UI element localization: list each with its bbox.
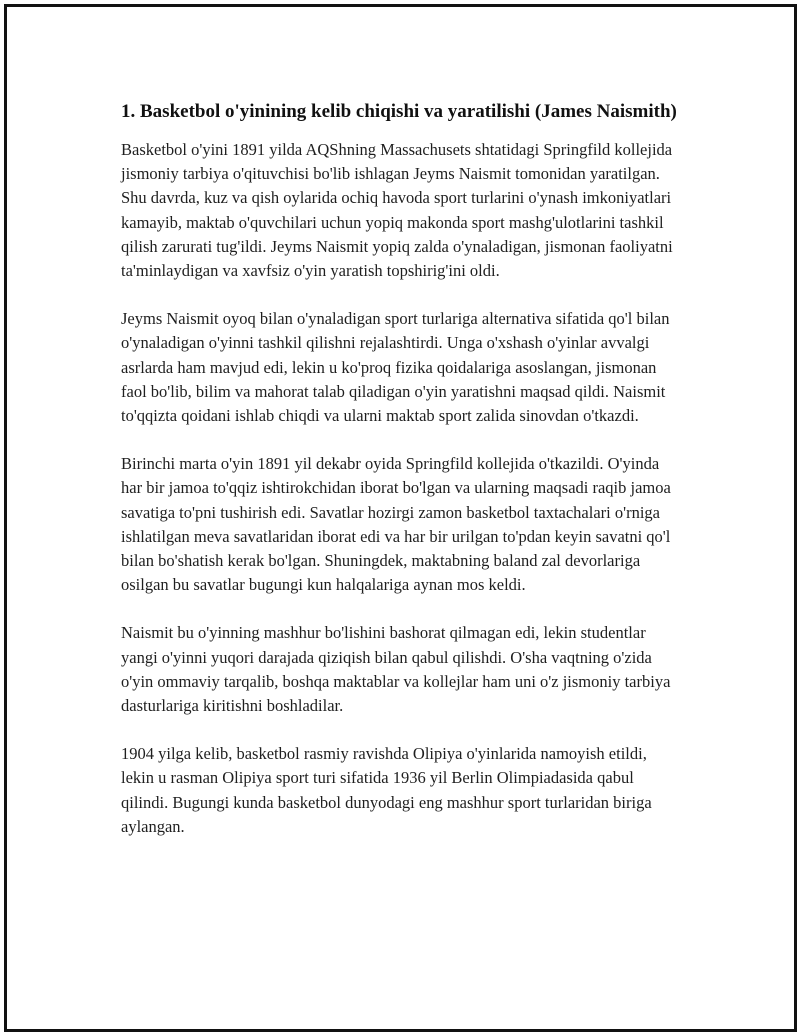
paragraph-first-game: Birinchi marta o'yin 1891 yil dekabr oyida Springfild kollejida o'tkazildi. O'yinda har bir jamoa to'qqiz ishtirokchidan iborat bo'lgan va ularning maqsadi raqib jamoa savatiga to'pni tushirish edi. Savatlar hozirgi zamon basketbol taxtachalari o'rniga ishlatilgan meva savatlaridan iborat edi va har bir urilgan to'pdan keyin savatni qo'l bilan bo'shatish kerak bo'lgan. Shuningdek, maktabning baland zal devorlariga osilgan bu savatlar bugungi kun halqalariga aynan mos keldi. <box>121 454 671 595</box>
paragraph-rules: Jeyms Naismit oyoq bilan o'ynaladigan sport turlariga alternativa sifatida qo'l bilan o'ynaladigan o'yinni tashkil qilishni rejalashtirdi. Unga o'xshash o'yinlar avvalgi asrlarda ham mavjud edi, lekin u ko'proq fizika qoidalariga asoslangan, jismonan faol bo'lib, bilim va mahorat talab qiladigan o'yin yaratishni maqsad qildi. Naismit to'qqizta qoidani ishlab chiqdi va ularni maktab sport zalida sinovdan o'tkazdi. <box>121 309 670 426</box>
paragraph-olympics: 1904 yilga kelib, basketbol rasmiy ravishda Olipiya o'yinlarida namoyish etildi, lekin u rasman Olipiya sport turi sifatida 1936 yil Berlin Olimpiadasida qabul qilindi. Bugungi kunda basketbol dunyodagi eng mashhur sport turlaridan biriga aylangan. <box>121 744 652 836</box>
paragraph-popularity: Naismit bu o'yinning mashhur bo'lishini bashorat qilmagan edi, lekin studentlar yangi o'yinni yuqori darajada qiziqish bilan qabul qilishdi. O'sha vaqtning o'zida o'yin ommaviy tarqalib, boshqa maktablar va kollejlar ham uni o'z jismoniy tarbiya dasturlariga kiritishni boshladilar. <box>121 623 671 716</box>
document-body <box>121 99 681 863</box>
section-heading: 1. Basketbol o'yinining kelib chiqishi va yaratilishi (James Naismith) <box>121 101 677 122</box>
page-frame <box>4 4 797 1032</box>
paragraph-origin: Basketbol o'yini 1891 yilda AQShning Massachusets shtatidagi Springfild kollejida jismoniy tarbiya o'qituvchisi bo'lib ishlagan Jeyms Naismit tomonidan yaratilgan. Shu davrda, kuz va qish oylarida ochiq havoda sport turlarini o'ynash imkoniyatlari kamayib, maktab o'quvchilari uchun yopiq makonda sport mashg'ulotlarini tashkil qilish zarurati tug'ildi. Jeyms Naismit yopiq zalda o'ynaladigan, jismonan faoliyatni ta'minlaydigan va xavfsiz o'yin yaratish topshirig'ini oldi. <box>121 140 673 281</box>
